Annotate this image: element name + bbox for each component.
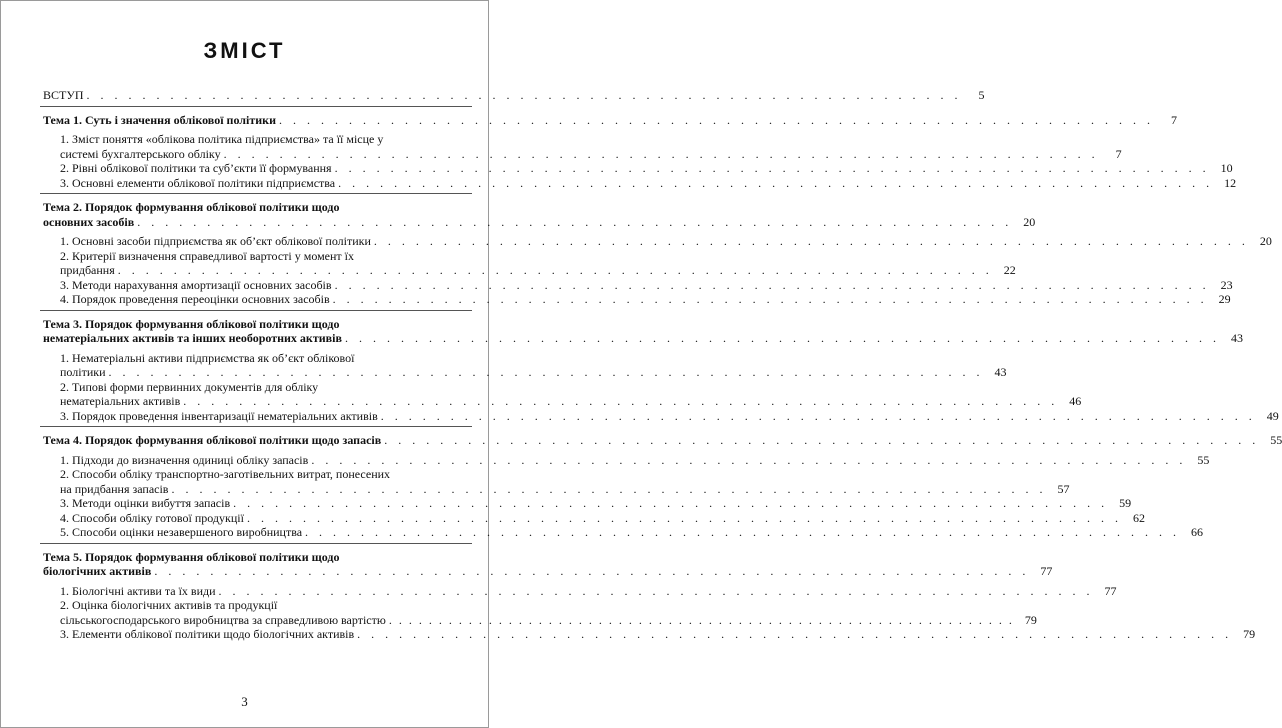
dot-leader: . . . . . . . . . . . . . . . . . . . . . . . . . . . . . . . . . . . . . . . . . . . . . . . . . . . . . . . . . . . . . . .: [171, 481, 1047, 496]
toc-subentry: [60, 248, 1016, 278]
toc-page-number: 20: [1259, 234, 1272, 248]
toc-entry-text: сільськогосподарського виробництва за справедливою вартістю: [60, 612, 386, 627]
toc-topic-entry: [43, 433, 1282, 448]
dot-leader: . . . . . . . . . . . . . . . . . . . . . . . . . . . . . . . . . . . . . . . . . . . . . . . . . . . . . . . . . . . . . . .: [305, 525, 1181, 539]
toc-entry-text: 3. Елементи облікової політики щодо біологічних активів: [60, 627, 355, 641]
dot-leader: . . . . . . . . . . . . . . . . . . . . . . . . . . . . . . . . . . . . . . . . . . . . . . . . . . . . . . . . . . . . . . .: [373, 234, 1249, 248]
toc-topic-entry: [43, 200, 1036, 229]
toc-topic-entry: [43, 316, 1243, 346]
section-divider: [40, 543, 472, 544]
toc-page-number: 5: [978, 88, 985, 102]
toc-entry-text: 4. Порядок проведення переоцінки основних засобів: [60, 292, 330, 306]
toc-page-number: 46: [1069, 394, 1082, 408]
toc-entry-text: системі бухгалтерського обліку: [60, 146, 221, 161]
toc-entry-text: 2. Типові форми первинних документів для обліку: [60, 379, 319, 394]
dot-leader: . . . . . . . . . . . . . . . . . . . . . . . . . . . . . . . . . . . . . . . . . . . . . . . . . . . . . . . . . . . . . . .: [344, 331, 1220, 345]
dot-leader: . . . . . . . . . . . . . . . . . . . . . . . . . . . . . . . . . . . . . . . . . . . . . . . . . . . . . . . . . . . . . . .: [108, 365, 984, 379]
toc-entry-text: 1. Нематеріальні активи підприємства як об’єкт облікової: [60, 350, 355, 365]
toc-page-number: 12: [1224, 175, 1237, 190]
toc-entry-text: Тема 5. Порядок формування облікової політики щодо: [43, 549, 340, 564]
toc-intro-entry: [43, 88, 985, 103]
toc-subentry: [60, 277, 1233, 293]
toc-entry-text: 2. Способи обліку транспортно-заготівельних витрат, понесених: [60, 467, 391, 481]
toc-entry-text: Тема 1. Суть і значення облікової політики: [43, 112, 276, 127]
toc-entry-text: 3. Основні елементи облікової політики підприємства: [60, 175, 336, 190]
dot-leader: . . . . . . . . . . . . . . . . . . . . . . . . . . . . . . . . . . . . . . . . . . . . . . . . . . . . . . . . . . . . . . .: [338, 175, 1214, 190]
toc-page-number: 43: [994, 365, 1007, 379]
toc-entry-text: 3. Порядок проведення інвентаризації нематеріальних активів: [60, 408, 378, 423]
toc-entry-text: 2. Рівні облікової політики та суб’єкти її формування: [60, 161, 332, 175]
toc-page-number: 29: [1218, 292, 1231, 306]
toc-entry-text: Тема 4. Порядок формування облікової політики щодо запасів: [43, 433, 382, 447]
toc-page-number: 10: [1220, 161, 1233, 175]
dot-leader: . . . . . . . . . . . . . . . . . . . . . . . . . . . . . . . . . . . . . . . . . . . . . . . . . . . . . . . . . . . . . . .: [311, 452, 1187, 467]
toc-page-number: 43: [1230, 331, 1243, 345]
toc-page-number: 20: [1023, 214, 1036, 229]
toc-entry-text: 4. Способи обліку готової продукції: [60, 510, 244, 525]
toc-page-number: 77: [1104, 583, 1117, 598]
toc-subentry: [60, 175, 1237, 191]
toc-entry-text: 2. Оцінка біологічних активів та продукції: [60, 598, 278, 612]
dot-leader: . . . . . . . . . . . . . . . . . . . . . . . . . . . . . . . . . . . . . . . . . . . . . . . . . . . . . . . . . . . . . . .: [218, 583, 1094, 598]
toc-page-number: 77: [1040, 564, 1053, 578]
toc-subentry: [60, 408, 1279, 424]
toc-page-number: 55: [1197, 452, 1210, 467]
dot-leader: . . . . . . . . . . . . . . . . . . . . . . . . . . . . . . . . . . . . . . . . . . . . . . . . . . . . . . . . . . . . . . .: [86, 88, 962, 102]
toc-entry-text: 1. Зміст поняття «облікова політика підприємства» та її місце у: [60, 132, 384, 146]
toc-subentry: [60, 525, 1204, 540]
dot-leader: . . . . . . . . . . . . . . . . . . . . . . . . . . . . . . . . . . . . . . . . . . . . . . . . . . . . . . . . . . . . . . .: [334, 161, 1210, 175]
toc-subentry: [60, 583, 1117, 599]
toc-entry-text: 3. Методи оцінки вибуття запасів: [60, 496, 231, 510]
toc-entry-text: біологічних активів: [43, 564, 152, 578]
toc-subentry: [60, 467, 1070, 496]
dot-leader: . . . . . . . . . . . . . . . . . . . . . . . . . . . . . . . . . . . . . . . . . . . . . . . . . . . . . . . . . . . . . . .: [357, 627, 1233, 641]
toc-subentry: [60, 627, 1256, 642]
toc-entry-text: ВСТУП: [43, 88, 84, 102]
toc-page-number: 79: [1243, 627, 1256, 641]
toc-page-number: 23: [1220, 277, 1233, 292]
table-of-contents: [43, 88, 1282, 642]
toc-page-number: 7: [1171, 112, 1177, 127]
dot-leader: . . . . . . . . . . . . . . . . . . . . . . . . . . . . . . . . . . . . . . . . . . . . . . . . . . . . . . . . . . . . . . .: [117, 263, 993, 277]
toc-topic-entry: [43, 549, 1053, 579]
toc-entry-text: 2. Критерії визначення справедливої вартості у момент їх: [60, 248, 355, 263]
toc-entry-text: 5. Способи оцінки незавершеного виробництва: [60, 525, 303, 539]
dot-leader: . . . . . . . . . . . . . . . . . . . . . . . . . . . . . . . . . . . . . . . . . . . . . . . . . . . . . . . . . . . . . . .: [137, 214, 1013, 229]
dot-leader: . . . . . . . . . . . . . . . . . . . . . . . . . . . . . . . . . . . . . . . . . . . . . . . . . . . . . . . . . . . . . . .: [183, 394, 1059, 408]
toc-page-number: 49: [1266, 408, 1279, 423]
toc-entry-text: нематеріальних активів та інших необоротних активів: [43, 331, 342, 345]
toc-entry-text: придбання: [60, 263, 115, 277]
toc-entry-text: основних засобів: [43, 214, 135, 229]
toc-subentry: [60, 234, 1272, 249]
section-divider: [40, 426, 472, 427]
dot-leader: . . . . . . . . . . . . . . . . . . . . . . . . . . . . . . . . . . . . . . . . . . . . . . . . . . . . . . . . . . . . . . .: [279, 112, 1154, 127]
section-divider: [40, 193, 472, 194]
toc-entry-text: 1. Основні засоби підприємства як об’єкт облікової політики: [60, 234, 371, 248]
toc-topic-entry: [43, 112, 1177, 128]
dot-leader: . . . . . . . . . . . . . . . . . . . . . . . . . . . . . . . . . . . . . . . . . . . . . . . . . . . . . . . . . . . . . . .: [223, 146, 1099, 161]
toc-subentry: [60, 510, 1145, 526]
page-number: 3: [241, 694, 248, 709]
toc-page-number: 55: [1270, 433, 1282, 447]
toc-subentry: [60, 292, 1231, 307]
toc-subentry: [60, 452, 1210, 468]
toc-subentry: [60, 161, 1233, 176]
toc-subentry: [60, 598, 1037, 627]
toc-page-number: 57: [1057, 481, 1070, 496]
section-divider: [40, 106, 472, 107]
toc-entry-text: Тема 2. Порядок формування облікової політики щодо: [43, 200, 340, 214]
toc-page-number: 59: [1119, 496, 1132, 510]
toc-entry-text: на придбання запасів: [60, 481, 169, 496]
page-title: ЗМІСТ: [203, 38, 286, 63]
toc-subentry: [60, 350, 1007, 380]
toc-entry-text: 1. Підходи до визначення одиниці обліку запасів: [60, 452, 309, 467]
dot-leader: . . . . . . . . . . . . . . . . . . . . . . . . . . . . . . . . . . . . . . . . . . . . . . . . . . . . . . . . . . . . . . .: [334, 277, 1210, 292]
section-divider: [40, 310, 472, 311]
dot-leader: . . . . . . . . . . . . . . . . . . . . . . . . . . . . . . . . . . . . . . . . . . . . . . . . . . . . . . . . . . . . . . .: [233, 496, 1109, 510]
dot-leader: . . . . . . . . . . . . . . . . . . . . . . . . . . . . . . . . . . . . . . . . . . . . . . . . . . . . . . . . . . . . . . .: [246, 510, 1122, 525]
toc-subentry: [60, 496, 1132, 511]
toc-page-number: 66: [1191, 525, 1204, 539]
toc-page-number: 62: [1132, 510, 1145, 525]
toc-subentry: [60, 132, 1122, 161]
dot-leader: . . . . . . . . . . . . . . . . . . . . . . . . . . . . . . . . . . . . . . . . . . . . . . . . . . . . . . . . . . . . . . .: [384, 433, 1260, 447]
toc-page-number: 79: [1024, 612, 1037, 627]
dot-leader: . . . . . . . . . . . . . . . . . . . . . . . . . . . . . . . . . . . . . . . . . . . . . . . . . . . . . . . . . . . . . . .: [380, 408, 1256, 423]
dot-leader: . . . . . . . . . . . . . . . . . . . . . . . . . . . . . . . . . . . . . . . . . . . . . . . . . . . . . . . . . . . . . . .: [154, 564, 1030, 578]
dot-leader: . . . . . . . . . . . . . . . . . . . . . . . . . . . . . . . . . . . . . . . . . . . . . . . . . . . . . . . . . . . . . . .: [388, 612, 1014, 627]
toc-entry-text: 3. Методи нарахування амортизації основних засобів: [60, 277, 332, 292]
toc-subentry: [60, 379, 1082, 409]
toc-entry-text: Тема 3. Порядок формування облікової політики щодо: [43, 316, 340, 331]
toc-page-number: 7: [1115, 146, 1122, 161]
toc-entry-text: 1. Біологічні активи та їх види: [60, 583, 216, 598]
toc-entry-text: нематеріальних активів: [60, 394, 181, 408]
toc-page-number: 22: [1003, 263, 1016, 277]
toc-entry-text: політики: [60, 365, 106, 379]
dot-leader: . . . . . . . . . . . . . . . . . . . . . . . . . . . . . . . . . . . . . . . . . . . . . . . . . . . . . . . . . . . . . . .: [332, 292, 1208, 306]
